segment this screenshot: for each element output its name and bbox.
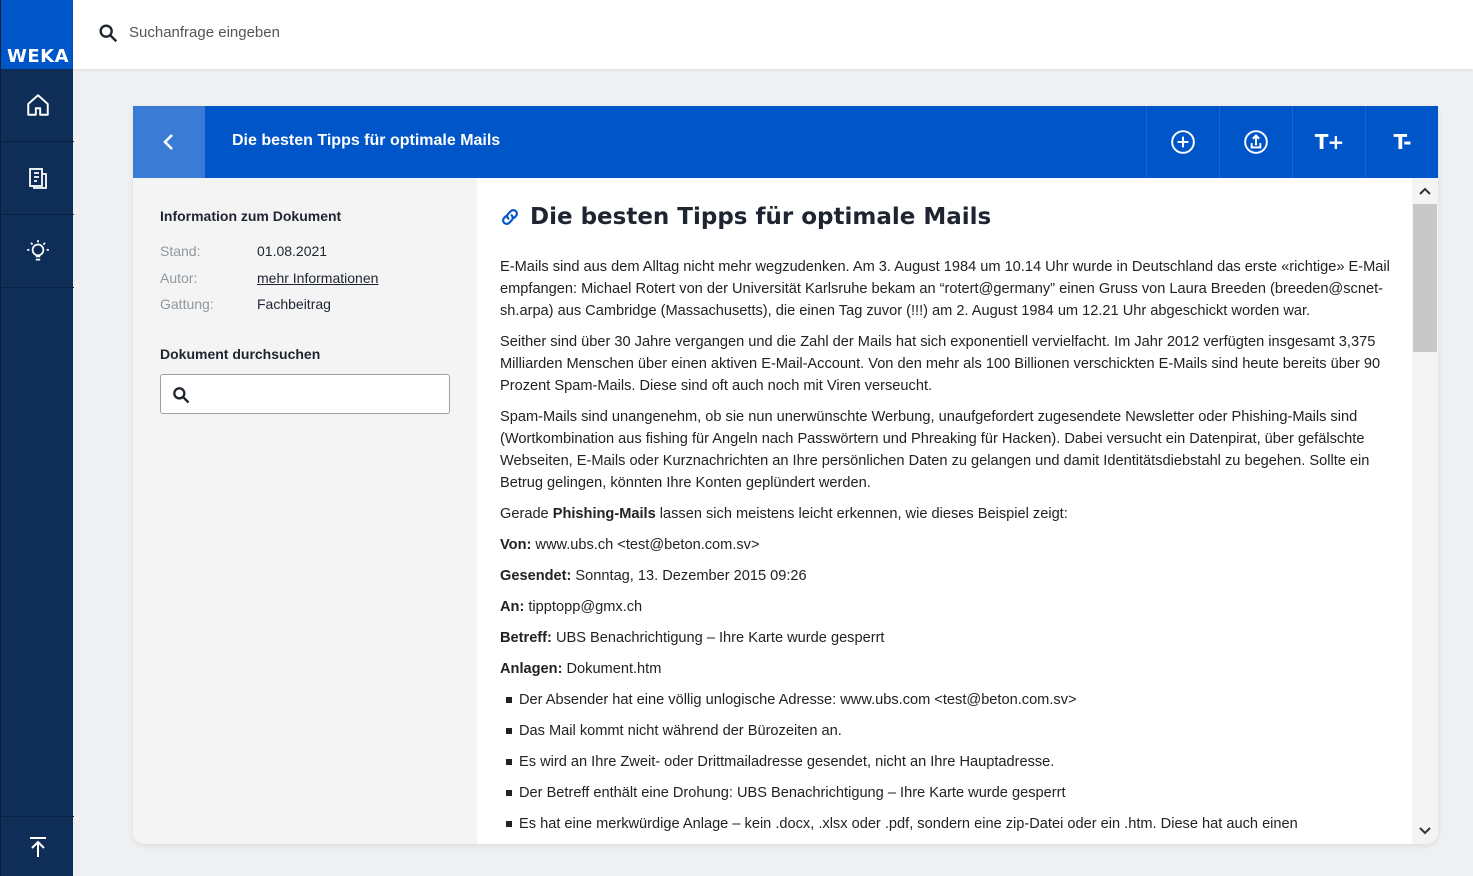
phishing-intro [500,503,1395,525]
list-item: Der Absender hat eine völlig unlogische Adresse: www.ubs.com <test@beton.com.sv> [500,689,1395,711]
phishing-signs-list [500,689,1395,835]
autor-label: Autor: [160,270,198,286]
gattung-label: Gattung: [160,296,214,312]
gattung-value: Fachbeitrag [257,296,331,312]
phishing-intro-post: lassen sich meistens leicht erkennen, wie dieses Beispiel zeigt: [655,506,1068,522]
paragraph: Spam-Mails sind unangenehm, ob sie nun unerwünschte Werbung, unaufgefordert zugesendete Newsletter oder Phishing-Mails sind (Wortkombination aus fishing für Angeln nach Passwörtern und Phreaking für Hacken). Dabei versucht ein Datenpirat, über gefälschte Webseiten, E-Mails oder Kurznachrichten an Ihre persönlichen Daten zu gelangen und damit Identitätsdiebstahl zu begehen. Sollte ein Betrug gelingen, könnten Ihre Konten geplündert werden. [500,409,1370,491]
scroll-thumb[interactable] [1413,204,1437,352]
email-field-von [500,534,1395,556]
list-item: Es wird an Ihre Zweit- oder Drittmailadresse gesendet, nicht an Ihre Hauptadresse. [500,751,1395,773]
scroll-up-button[interactable] [1412,178,1438,204]
an-label: An: [500,599,525,615]
add-button[interactable] [1146,106,1219,178]
an-value: tipptopp@gmx.ch [524,599,643,615]
list-item: Der Betreff enthält eine Drohung: UBS Benachrichtigung – Ihre Karte wurde gesperrt [500,782,1395,804]
document-header [133,106,1438,178]
article-body [500,256,1395,844]
scroll-to-top-button[interactable] [1,816,74,876]
phishing-intro-bold: Phishing-Mails [552,506,656,522]
logo-text: WEKA [7,46,70,67]
document-info-panel [133,178,477,844]
chevron-down-icon [1418,826,1432,836]
email-field-an [500,596,1395,618]
von-value: www.ubs.ch <test@beton.com.sv> [531,537,760,553]
nav-item-documents[interactable] [1,142,74,215]
article-scrollbar[interactable] [1412,178,1438,844]
back-button[interactable] [133,106,205,178]
document-search-input[interactable] [201,381,441,407]
left-navigation [0,0,73,876]
von-label: Von: [500,537,532,553]
gesendet-label: Gesendet: [500,568,572,584]
author-info-link[interactable]: mehr Informationen [257,270,379,286]
email-field-gesendet [500,565,1395,587]
link-icon[interactable] [500,207,520,227]
paragraph: E-Mails sind aus dem Alltag nicht mehr wegzudenken. Am 3. August 1984 um 10.14 Uhr wurde in Deutschland das erste «richtige» E-Mail empfangen: Michael Rotert von der Universität Karlsruhe bekam an “rotert@germany” einen Gruss von Laura Breeden (breeden@scnet-sh.arpa) aus Cambridge (Massachusetts), die einen Tag zuvor (!!!) am 2. August 1984 um 12.21 Uhr abgeschickt worden war. [500,259,1390,319]
font-increase-button[interactable] [1292,106,1365,178]
anlagen-value: Dokument.htm [562,661,662,677]
search-icon[interactable] [97,22,119,44]
share-button[interactable] [1219,106,1292,178]
betreff-label: Betreff: [500,630,552,646]
document-search-box[interactable] [160,374,450,414]
stand-value: 01.08.2021 [257,243,328,259]
weka-logo[interactable] [1,0,74,69]
nav-item-ideas[interactable] [1,215,74,288]
top-search-bar [73,0,1473,69]
info-title: Information zum Dokument [160,208,342,224]
global-search-input[interactable] [129,18,729,46]
lightbulb-icon [25,238,51,264]
document-search-title: Dokument durchsuchen [160,346,321,362]
anlagen-label: Anlagen: [500,661,563,677]
article-heading [500,204,991,230]
chevron-up-icon [1418,186,1432,196]
chevron-left-icon [161,132,177,152]
font-decrease-button[interactable] [1365,106,1438,178]
article-title: Die besten Tipps für optimale Mails [530,204,992,230]
list-item: Es hat eine merkwürdige Anlage – kein .docx, .xlsx oder .pdf, sondern eine zip-Datei oder ein .htm. Diese hat auch einen [500,813,1395,835]
gesendet-value: Sonntag, 13. Dezember 2015 09:26 [571,568,807,584]
home-icon [25,92,51,118]
document-card [133,106,1438,844]
scroll-to-top-icon [26,835,50,859]
list-item: Das Mail kommt nicht während der Bürozeiten an. [500,720,1395,742]
font-increase-label: T+ [1314,130,1344,154]
font-decrease-label: T- [1393,130,1411,154]
article-content [477,178,1412,844]
plus-circle-icon [1170,129,1196,155]
scroll-down-button[interactable] [1412,818,1438,844]
paragraph: Seither sind über 30 Jahre vergangen und die Zahl der Mails hat sich exponentiell vervielfacht. Im Jahr 2012 verfügten insgesamt 3,375 Milliarden Menschen über einen aktiven E-Mail-Account. Von den mehr als 100 Billionen verschickten E-Mails sind heute bereits über 90 Prozent Spam-Mails. Diese sind oft auch noch mit Viren verseucht. [500,334,1381,394]
search-icon [171,385,191,405]
stand-label: Stand: [160,243,201,259]
phishing-intro-pre: Gerade [500,506,553,522]
share-icon [1243,129,1269,155]
email-field-betreff [500,627,1395,649]
document-header-title: Die besten Tipps für optimale Mails [232,132,501,149]
email-field-anlagen [500,658,1395,680]
betreff-value: UBS Benachrichtigung – Ihre Karte wurde gesperrt [551,630,885,646]
nav-item-home[interactable] [1,69,74,142]
document-icon [26,165,50,191]
